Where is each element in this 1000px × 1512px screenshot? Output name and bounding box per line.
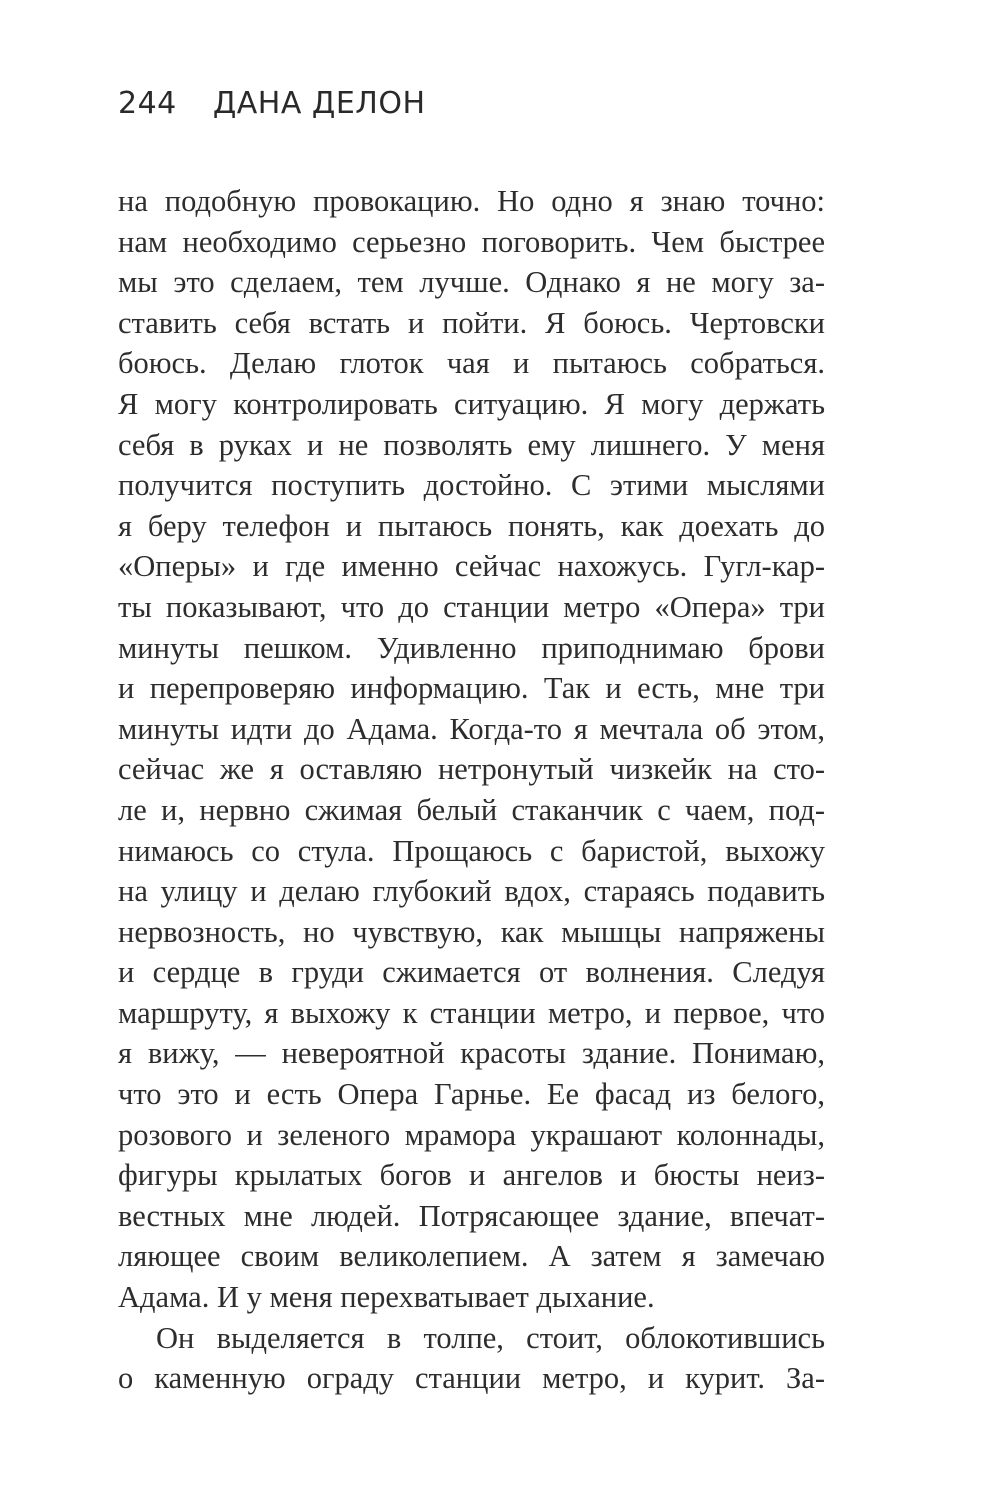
text-line: минуты пешком. Удивленно приподнимаю брови [118, 630, 825, 665]
text-line: ляющее своим великолепием. А затем я замечаю [118, 1239, 825, 1274]
text-line: на улицу и делаю глубокий вдох, стараясь подавить [118, 874, 825, 909]
text-line: получится поступить достойно. С этими мыслями [118, 468, 825, 503]
running-header [118, 86, 426, 121]
text-line: мы это сделаем, тем лучше. Однако я не могу за- [118, 265, 825, 300]
text-line: фигуры крылатых богов и ангелов и бюсты неиз- [118, 1158, 825, 1193]
text-line: розового и зеленого мрамора украшают колоннады, [118, 1117, 825, 1152]
text-line: на подобную провокацию. Но одно я знаю точно: [118, 184, 825, 218]
text-line: и перепроверяю информацию. Так и есть, мне три [118, 671, 825, 706]
text-line: я беру телефон и пытаюсь понять, как доехать до [118, 508, 825, 543]
text-line: вестных мне людей. Потрясающее здание, впечат- [118, 1198, 825, 1233]
author-name: ДАНА ДЕЛОН [212, 86, 426, 121]
text-line: сейчас же я оставляю нетронутый чизкейк на сто- [118, 752, 825, 787]
text-line: маршруту, я выхожу к станции метро, и первое, что [118, 995, 825, 1030]
text-line: ставить себя встать и пойти. Я боюсь. Чертовски [118, 305, 825, 340]
text-line: что это и есть Опера Гарнье. Ее фасад из белого, [118, 1077, 825, 1112]
text-line: нимаюсь со стула. Прощаюсь с баристой, выхожу [118, 833, 825, 868]
body-text [118, 181, 825, 1399]
text-line: боюсь. Делаю глоток чая и пытаюсь собраться. [118, 346, 825, 381]
text-line: и сердце в груди сжимается от волнения. Следуя [118, 955, 825, 990]
text-line: ле и, нервно сжимая белый стаканчик с чаем, под- [118, 792, 825, 827]
text-line: «Оперы» и где именно сейчас нахожусь. Гугл-кар- [118, 549, 825, 584]
paragraph-start-line: Он выделяется в толпе, стоит, облокотившись [156, 1320, 825, 1355]
paragraph-end-line: Адама. И у меня перехватывает дыхание. [118, 1280, 655, 1315]
text-line: минуты идти до Адама. Когда-то я мечтала об этом, [118, 711, 825, 746]
text-line: Я могу контролировать ситуацию. Я могу держать [118, 386, 825, 421]
text-line: ты показывают, что до станции метро «Опера» три [118, 589, 825, 624]
text-line: я вижу, — невероятной красоты здание. Понимаю, [118, 1036, 825, 1071]
page-number: 244 [118, 86, 177, 121]
text-line: себя в руках и не позволять ему лишнего. У меня [118, 427, 825, 462]
text-line: о каменную ограду станции метро, и курит. За- [118, 1361, 825, 1396]
text-line: нервозность, но чувствую, как мышцы напряжены [118, 914, 825, 949]
text-line: нам необходимо серьезно поговорить. Чем быстрее [118, 224, 825, 259]
